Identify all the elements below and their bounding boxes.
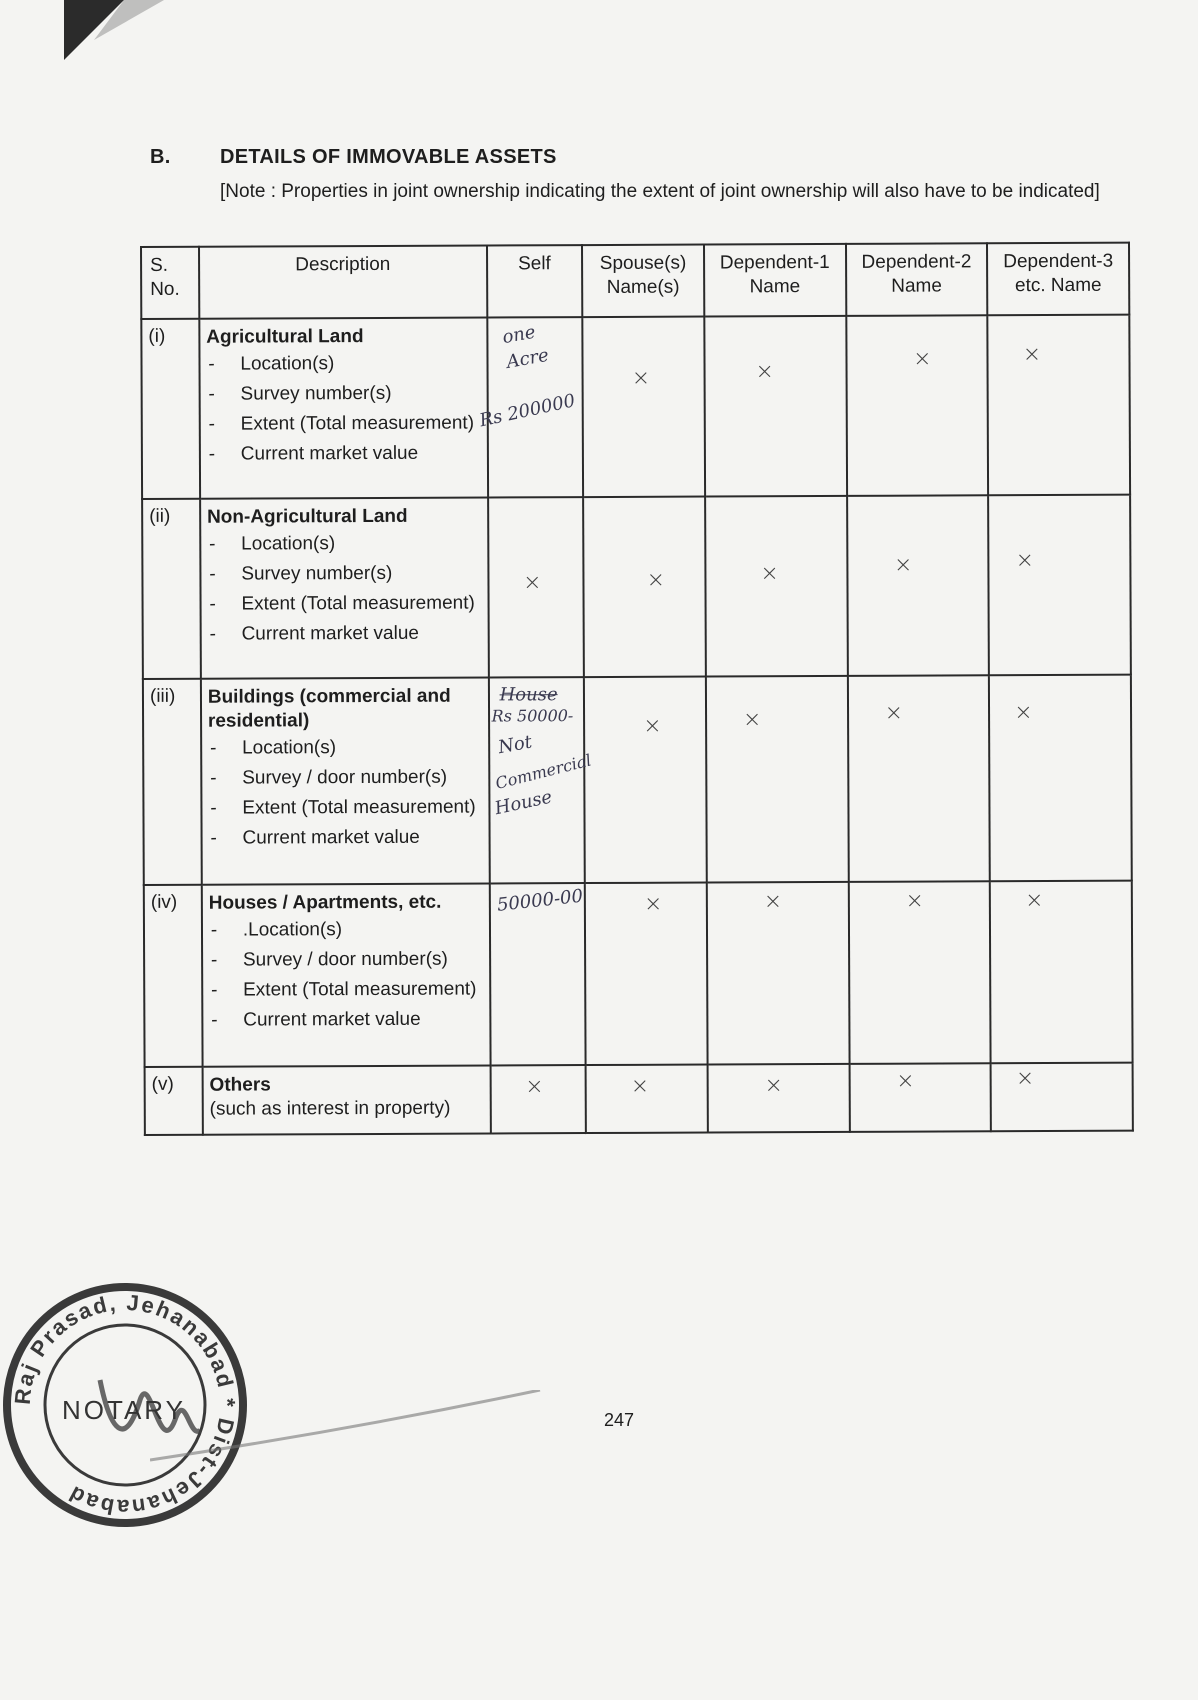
self-cell	[490, 1065, 586, 1133]
field-item: - Current market value	[209, 1009, 483, 1032]
cross-mark: ×	[1015, 1066, 1035, 1092]
dependent-3-cell	[988, 495, 1131, 676]
dependent-3-cell	[988, 315, 1131, 496]
row-sno: (iii)	[143, 679, 202, 885]
self-cell	[488, 497, 584, 677]
dependent-1-cell	[706, 676, 849, 883]
table-row	[145, 1063, 1133, 1135]
section-heading	[150, 146, 557, 169]
row-sno: (i)	[141, 319, 200, 499]
cross-mark: ×	[905, 888, 924, 914]
field-item: - Survey number(s)	[206, 383, 480, 406]
row-sno: (iv)	[144, 885, 203, 1067]
cross-mark: ×	[1015, 548, 1035, 574]
cross-mark: ×	[763, 889, 783, 915]
header-dependent-3: Dependent-3 etc. Name	[987, 243, 1129, 316]
dependent-2-cell	[847, 495, 989, 676]
field-item: - Current market value	[208, 827, 482, 850]
handwritten-note: Acre	[504, 344, 550, 373]
cross-mark: ×	[912, 346, 932, 372]
header-dependent-2: Dependent-2 Name	[846, 243, 988, 316]
spouse-cell	[583, 497, 706, 678]
cross-mark: ×	[1025, 888, 1044, 914]
self-cell	[488, 677, 593, 883]
dependent-1-cell	[707, 882, 849, 1065]
table-header-row	[141, 243, 1129, 319]
handwritten-note: 50000-00	[495, 885, 584, 916]
cross-mark: ×	[893, 552, 913, 578]
field-item: - Location(s)	[207, 533, 481, 556]
header-self: Self	[487, 245, 583, 317]
field-item: - Current market value	[207, 443, 481, 466]
row-description	[200, 497, 489, 678]
row-sno: (ii)	[142, 499, 201, 679]
handwritten-note: one	[500, 321, 537, 349]
folded-corner-mark	[64, 0, 194, 70]
cross-mark: ×	[1014, 700, 1033, 726]
dependent-2-cell	[847, 675, 990, 882]
cross-mark: ×	[523, 570, 542, 596]
row-category: Others	[209, 1074, 271, 1096]
dependent-3-cell	[989, 675, 1132, 882]
handwritten-note: Commercial	[493, 750, 593, 794]
field-list	[208, 737, 482, 850]
dependent-3-cell	[991, 1063, 1133, 1132]
self-cell	[489, 883, 585, 1065]
table-row	[143, 675, 1132, 885]
table-row	[144, 881, 1133, 1067]
cross-mark: ×	[760, 561, 779, 587]
field-item: - Extent (Total measurement)	[207, 413, 481, 436]
row-category: Agricultural Land	[206, 326, 364, 348]
pen-stroke	[150, 1390, 550, 1470]
immovable-assets-table	[140, 242, 1134, 1136]
seal-ring-text: Raj Prasad, Jehanabad * Dist-Jehanabad	[9, 1289, 241, 1521]
section-note: [Note : Properties in joint ownership indicating the extent of joint ownership will also have to be indicated]	[220, 181, 1100, 202]
field-item: - Extent (Total measurement)	[208, 797, 482, 820]
cross-mark: ×	[646, 567, 666, 593]
field-list	[209, 919, 483, 1032]
field-list	[207, 533, 481, 646]
row-category: Non-Agricultural Land	[206, 505, 408, 528]
header-spouse: Spouse(s) Name(s)	[582, 245, 704, 318]
field-item: - Location(s)	[208, 737, 482, 760]
cross-mark: ×	[755, 359, 774, 385]
field-item: - Location(s)	[206, 353, 480, 376]
row-subtext: (such as interest in property)	[209, 1097, 451, 1120]
handwritten-note: Rs 50000-	[491, 706, 574, 726]
cross-mark: ×	[643, 891, 663, 917]
row-description	[201, 677, 490, 884]
dependent-1-cell	[705, 496, 847, 677]
dependent-3-cell	[990, 881, 1133, 1064]
dependent-2-cell	[848, 881, 990, 1064]
spouse-cell	[582, 317, 705, 498]
spouse-cell	[584, 677, 707, 884]
dependent-2-cell	[849, 1063, 991, 1132]
spouse-cell	[586, 1065, 708, 1134]
cross-mark: ×	[643, 713, 662, 739]
cross-mark: ×	[896, 1068, 915, 1094]
table-row	[142, 495, 1131, 679]
field-item: - Survey / door number(s)	[209, 949, 483, 972]
self-cell	[477, 317, 583, 497]
row-description	[202, 883, 491, 1066]
section-letter: B.	[150, 146, 171, 168]
field-item: - Survey / door number(s)	[208, 767, 482, 790]
field-item: - Extent (Total measurement)	[209, 979, 483, 1002]
row-category: Buildings (commercial and residential)	[207, 685, 451, 732]
handwritten-note: House	[499, 684, 558, 706]
field-item: - Survey number(s)	[207, 563, 481, 586]
dependent-2-cell	[846, 315, 988, 496]
table-row	[141, 315, 1130, 499]
header-sno: S. No.	[141, 247, 199, 319]
spouse-cell	[585, 883, 708, 1066]
field-item: - .Location(s)	[209, 919, 483, 942]
dependent-1-cell	[704, 316, 846, 497]
notary-label: NOTARY	[62, 1395, 186, 1425]
row-sno: (v)	[145, 1067, 203, 1135]
row-description	[199, 317, 488, 498]
header-description: Description	[199, 245, 487, 318]
cross-mark: ×	[1022, 342, 1042, 368]
cross-mark: ×	[764, 1073, 784, 1099]
field-list	[206, 353, 480, 466]
handwritten-note: Rs 200000	[477, 390, 577, 432]
row-description	[202, 1065, 490, 1134]
handwritten-note: House	[492, 786, 554, 820]
page-number: 247	[604, 1410, 635, 1430]
section-title: DETAILS OF IMMOVABLE ASSETS	[220, 146, 557, 168]
cross-mark: ×	[525, 1074, 544, 1100]
cross-mark: ×	[630, 1073, 650, 1099]
cross-mark: ×	[884, 700, 904, 726]
handwritten-note: Not	[496, 731, 534, 759]
cross-mark: ×	[631, 365, 651, 391]
field-item: - Extent (Total measurement)	[207, 593, 481, 616]
field-item: - Current market value	[208, 623, 482, 646]
cross-mark: ×	[742, 707, 762, 733]
dependent-1-cell	[707, 1064, 849, 1133]
header-dependent-1: Dependent-1 Name	[704, 244, 846, 317]
row-category: Houses / Apartments, etc.	[208, 891, 442, 914]
